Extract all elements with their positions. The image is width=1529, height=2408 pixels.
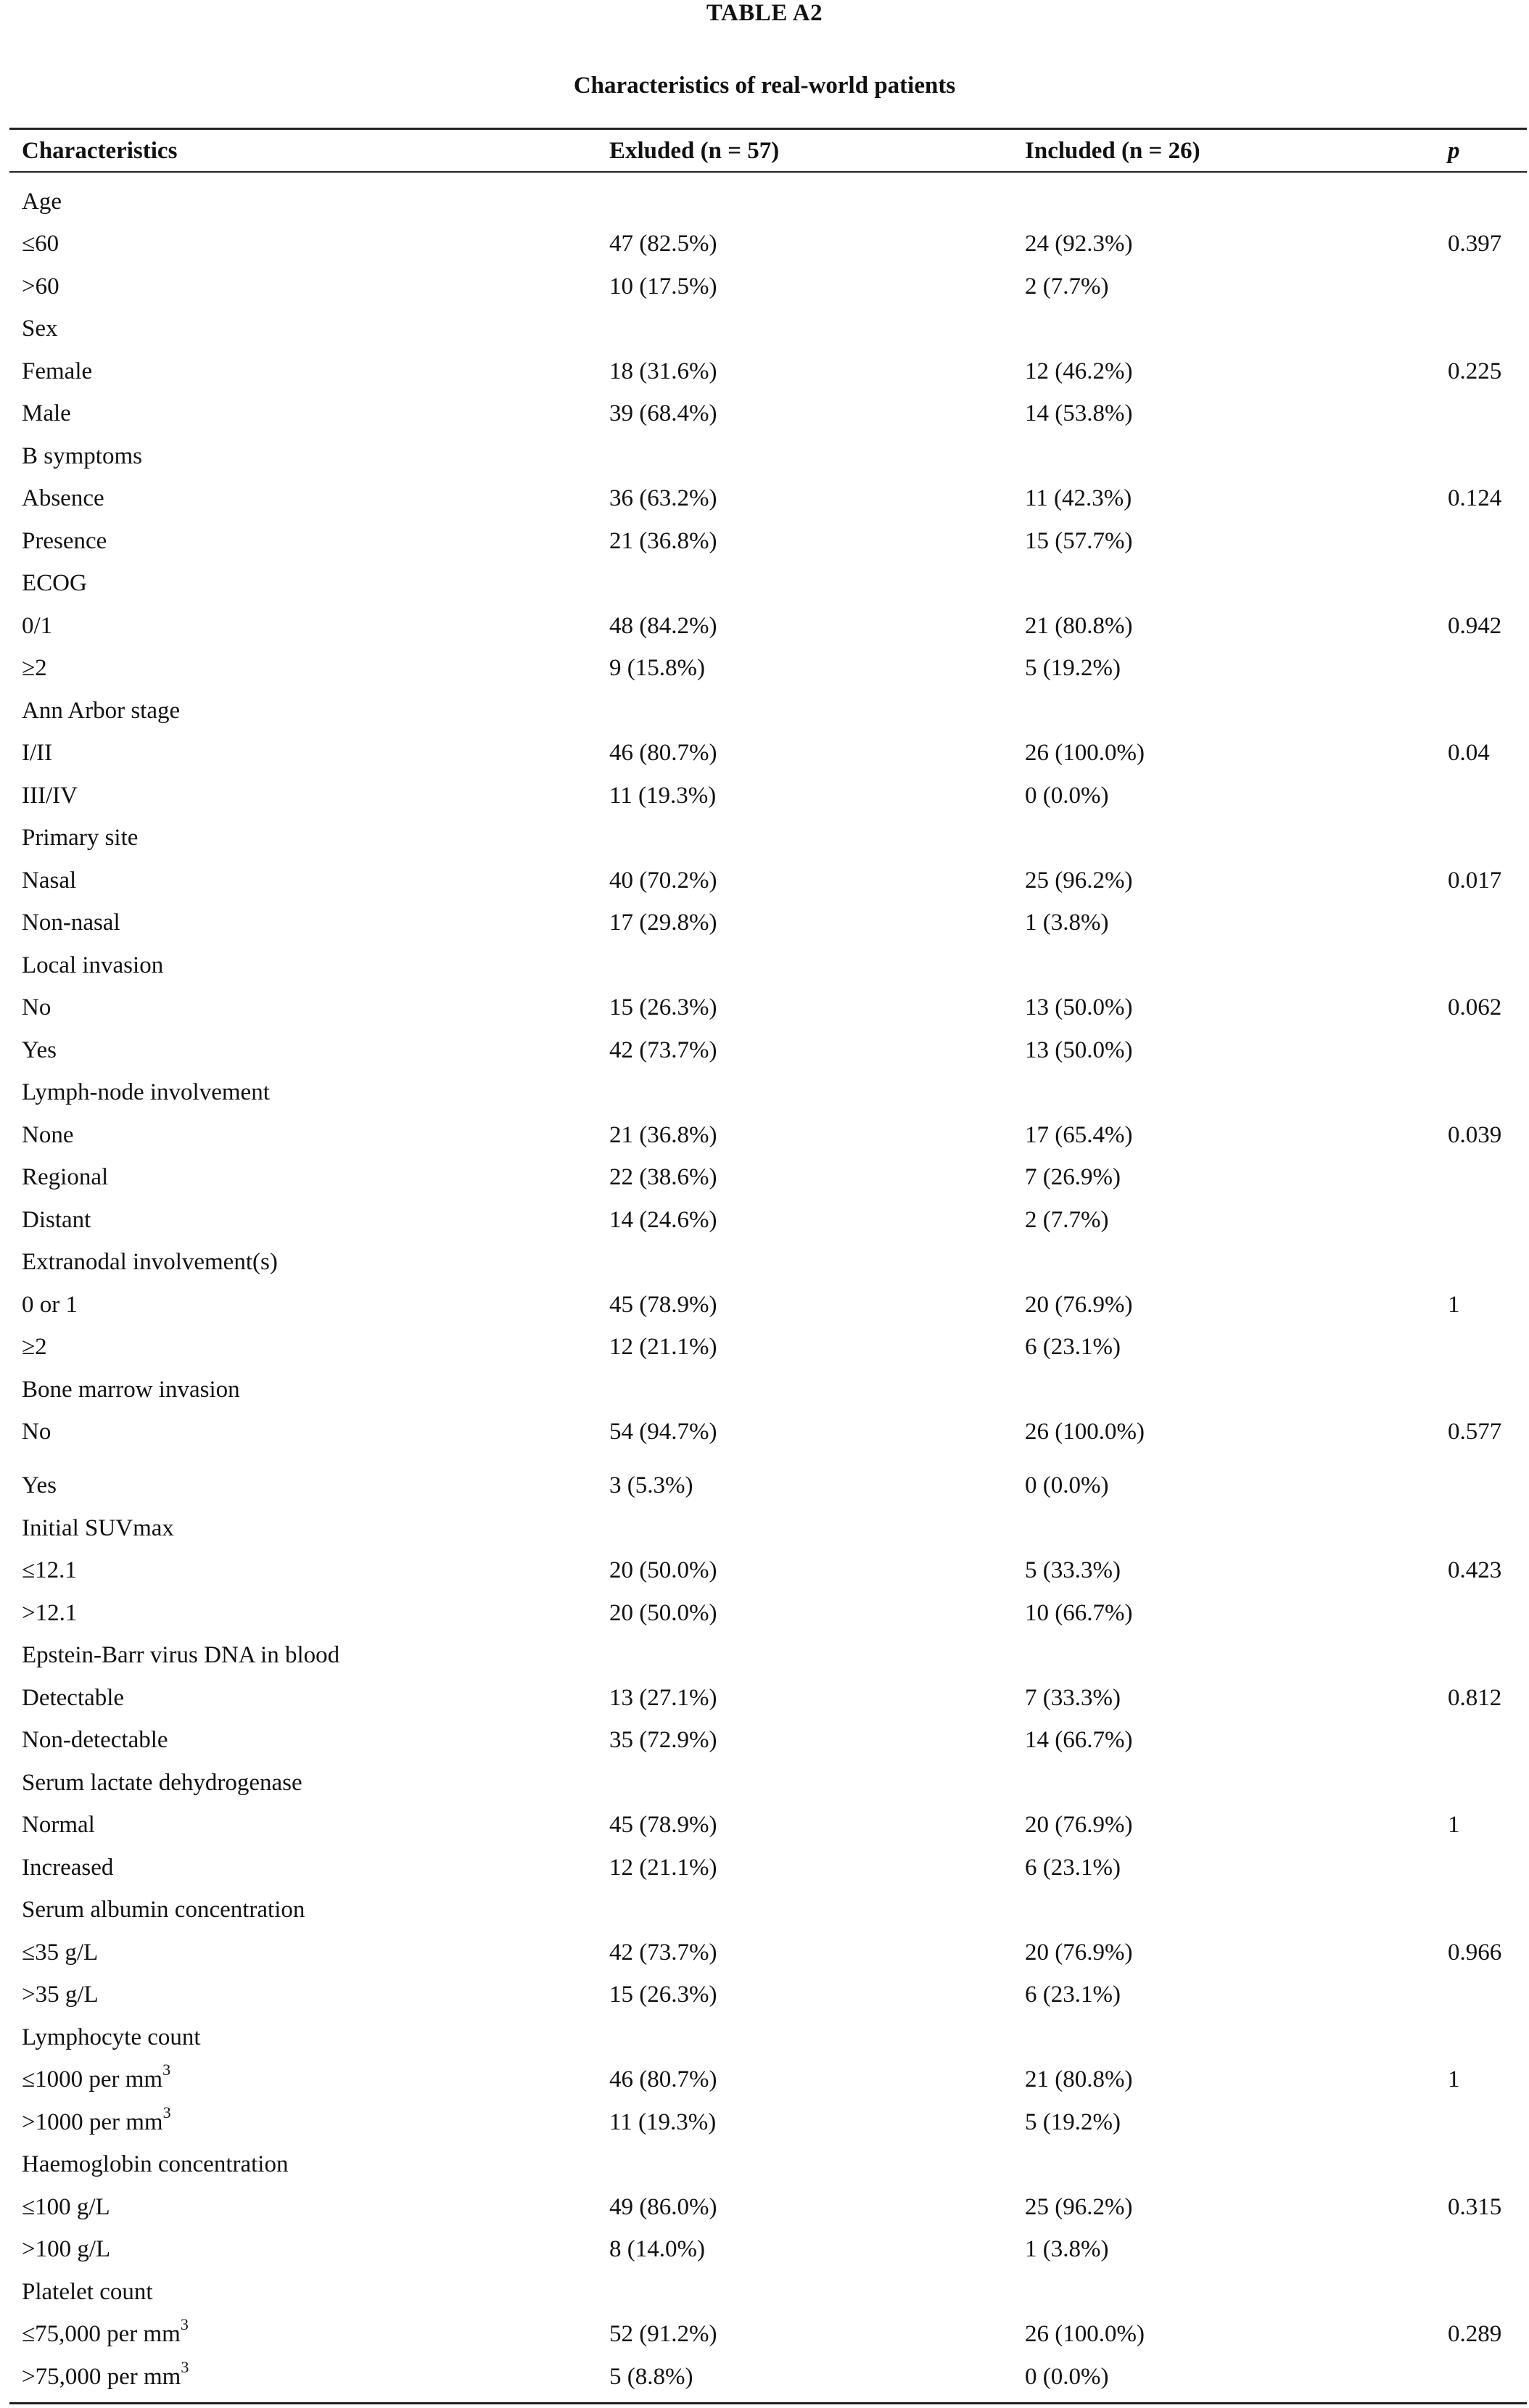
row-included-value: 0 (0.0%)	[1025, 783, 1109, 809]
row-excluded-value: 18 (31.6%)	[609, 358, 717, 384]
row-excluded-value: 45 (78.9%)	[609, 1292, 717, 1318]
row-characteristic	[22, 986, 51, 1028]
row-characteristic-label: ≤35 g/L	[22, 1939, 99, 1966]
table-row	[0, 265, 1529, 308]
row-characteristic-label: Non-nasal	[22, 910, 120, 936]
row-p-value: 1	[1448, 1812, 1460, 1838]
row-excluded-value: 9 (15.8%)	[609, 655, 705, 681]
table-row	[0, 1889, 1529, 1931]
row-characteristic-label: Sex	[22, 316, 58, 342]
row-excluded-value: 48 (84.2%)	[609, 613, 717, 639]
row-characteristic-label: 0/1	[22, 613, 53, 639]
row-excluded-value: 45 (78.9%)	[609, 1812, 717, 1838]
row-characteristic-label: Normal	[22, 1812, 95, 1838]
row-characteristic-label: Absence	[22, 485, 104, 511]
row-excluded-value: 35 (72.9%)	[609, 1727, 717, 1753]
row-characteristic-label: III/IV	[22, 783, 78, 809]
table-row	[0, 1719, 1529, 1761]
column-header-included: Included (n = 26)	[1025, 138, 1200, 164]
table-row	[0, 2058, 1529, 2100]
table-row	[0, 1804, 1529, 1846]
row-excluded-value: 54 (94.7%)	[609, 1419, 717, 1445]
table-row	[0, 1762, 1529, 1804]
row-excluded-value: 40 (70.2%)	[609, 867, 717, 894]
row-excluded-value: 46 (80.7%)	[609, 2066, 717, 2092]
row-characteristic-label: Distant	[22, 1207, 91, 1233]
row-p-value: 1	[1448, 1292, 1460, 1318]
table-row	[0, 647, 1529, 689]
table-row	[0, 1464, 1529, 1506]
row-included-value: 21 (80.8%)	[1025, 2066, 1133, 2092]
table-row	[0, 1156, 1529, 1198]
table-row	[0, 1507, 1529, 1549]
row-included-value: 11 (42.3%)	[1025, 485, 1132, 511]
row-included-value: 0 (0.0%)	[1025, 1472, 1109, 1498]
table-row	[0, 2186, 1529, 2228]
row-characteristic	[22, 1029, 57, 1071]
table-row	[0, 2101, 1529, 2143]
row-characteristic	[22, 1974, 99, 2016]
row-characteristic	[22, 1241, 278, 1283]
row-characteristic-label: Primary site	[22, 825, 139, 851]
row-characteristic	[22, 1156, 108, 1198]
row-characteristic	[22, 944, 163, 986]
row-characteristic	[22, 2228, 110, 2270]
row-characteristic	[22, 1507, 174, 1549]
row-characteristic	[22, 690, 180, 732]
row-characteristic	[22, 1889, 305, 1931]
row-included-value: 6 (23.1%)	[1025, 1334, 1121, 1360]
row-characteristic	[22, 1719, 168, 1761]
row-characteristic-label: ≤75,000 per mm	[22, 2321, 181, 2347]
row-excluded-value: 22 (38.6%)	[609, 1164, 717, 1190]
row-p-value: 0.062	[1448, 994, 1502, 1020]
row-characteristic	[22, 1464, 57, 1506]
row-included-value: 24 (92.3%)	[1025, 231, 1133, 257]
table-row	[0, 775, 1529, 817]
row-p-value: 1	[1448, 2066, 1460, 2092]
row-characteristic-label: Female	[22, 358, 93, 384]
row-characteristic	[22, 775, 78, 817]
table-row	[0, 732, 1529, 774]
row-characteristic-label: >35 g/L	[22, 1982, 99, 2008]
table-row	[0, 1369, 1529, 1411]
row-characteristic-label: Serum lactate dehydrogenase	[22, 1770, 302, 1796]
row-characteristic-label: Lymphocyte count	[22, 2024, 201, 2050]
row-included-value: 6 (23.1%)	[1025, 1982, 1121, 2008]
row-included-value: 14 (53.8%)	[1025, 400, 1133, 426]
row-excluded-value: 21 (36.8%)	[609, 528, 717, 554]
table-header-rule	[9, 171, 1527, 173]
table-row	[0, 1326, 1529, 1368]
row-characteristic-label: Male	[22, 400, 71, 426]
row-characteristic-label: Lymph-node involvement	[22, 1079, 270, 1105]
row-characteristic	[22, 1199, 91, 1241]
row-characteristic	[22, 1847, 113, 1889]
row-characteristic	[22, 562, 87, 604]
table-title: Characteristics of real-world patients	[573, 73, 956, 99]
row-characteristic-label: Regional	[22, 1164, 109, 1190]
row-characteristic	[22, 477, 104, 519]
row-characteristic	[22, 1634, 339, 1676]
table-row	[0, 223, 1529, 265]
row-characteristic	[22, 647, 47, 689]
row-characteristic-label: B symptoms	[22, 443, 142, 469]
row-characteristic	[22, 1931, 98, 1974]
table-bottom-rule	[9, 2402, 1527, 2404]
row-p-value: 0.577	[1448, 1419, 1502, 1445]
row-characteristic	[22, 2101, 171, 2143]
table-row	[0, 1411, 1529, 1453]
row-characteristic	[22, 520, 107, 562]
row-characteristic	[22, 392, 71, 434]
row-excluded-value: 42 (73.7%)	[609, 1939, 717, 1966]
row-excluded-value: 15 (26.3%)	[609, 1982, 717, 2008]
row-excluded-value: 20 (50.0%)	[609, 1557, 717, 1583]
table-row	[0, 2228, 1529, 2270]
row-characteristic-label: ≥2	[22, 655, 47, 681]
row-included-value: 5 (19.2%)	[1025, 2109, 1121, 2135]
table-row	[0, 2016, 1529, 2058]
column-header-p: p	[1448, 138, 1460, 164]
table-row	[0, 902, 1529, 944]
row-characteristic	[22, 1762, 302, 1804]
unit-superscript: 3	[180, 2315, 189, 2333]
row-excluded-value: 15 (26.3%)	[609, 994, 717, 1020]
table-row	[0, 986, 1529, 1028]
unit-superscript: 3	[162, 2103, 171, 2122]
row-characteristic	[22, 1369, 240, 1411]
row-characteristic-label: Yes	[22, 1472, 57, 1498]
row-p-value: 0.315	[1448, 2194, 1502, 2220]
row-characteristic-label: Detectable	[22, 1685, 125, 1711]
row-characteristic-label: Nasal	[22, 867, 77, 894]
table-row	[0, 1549, 1529, 1591]
table-row	[0, 1284, 1529, 1326]
row-characteristic-label: >100 g/L	[22, 2236, 111, 2262]
row-characteristic	[22, 1592, 77, 1634]
row-excluded-value: 52 (91.2%)	[609, 2321, 717, 2347]
table-row	[0, 1592, 1529, 1634]
table-row	[0, 308, 1529, 350]
row-included-value: 17 (65.4%)	[1025, 1122, 1133, 1148]
row-characteristic	[22, 435, 142, 477]
table-row	[0, 1071, 1529, 1113]
row-characteristic-label: Serum albumin concentration	[22, 1897, 305, 1923]
row-included-value: 2 (7.7%)	[1025, 273, 1109, 300]
row-characteristic	[22, 1114, 73, 1156]
row-characteristic-label: Yes	[22, 1037, 57, 1063]
row-included-value: 1 (3.8%)	[1025, 910, 1109, 936]
row-p-value: 0.942	[1448, 613, 1502, 639]
row-included-value: 14 (66.7%)	[1025, 1727, 1133, 1753]
row-characteristic-label: Platelet count	[22, 2279, 153, 2305]
table-row	[0, 350, 1529, 392]
row-characteristic	[22, 859, 76, 902]
row-characteristic	[22, 2271, 153, 2313]
table-row	[0, 859, 1529, 902]
row-characteristic	[22, 1411, 51, 1453]
row-p-value: 0.225	[1448, 358, 1502, 384]
row-included-value: 12 (46.2%)	[1025, 358, 1133, 384]
row-characteristic-label: Non-detectable	[22, 1727, 168, 1753]
table-row	[0, 1677, 1529, 1719]
row-characteristic-label: >60	[22, 273, 59, 300]
row-characteristic-label: 0 or 1	[22, 1292, 78, 1318]
table-row	[0, 1847, 1529, 1889]
column-header-excluded: Exluded (n = 57)	[609, 138, 780, 164]
row-characteristic	[22, 817, 138, 859]
table-row	[0, 392, 1529, 434]
row-characteristic	[22, 2143, 288, 2185]
table-row	[0, 1114, 1529, 1156]
row-characteristic	[22, 223, 59, 265]
row-p-value: 0.289	[1448, 2321, 1502, 2347]
row-p-value: 0.017	[1448, 867, 1502, 894]
row-included-value: 6 (23.1%)	[1025, 1855, 1121, 1881]
row-excluded-value: 13 (27.1%)	[609, 1685, 717, 1711]
row-characteristic	[22, 350, 92, 392]
table-row	[0, 1029, 1529, 1071]
table-row	[0, 690, 1529, 732]
row-characteristic	[22, 1549, 77, 1591]
row-characteristic	[22, 902, 120, 944]
row-included-value: 5 (33.3%)	[1025, 1557, 1121, 1583]
row-excluded-value: 20 (50.0%)	[609, 1600, 717, 1626]
row-included-value: 26 (100.0%)	[1025, 1419, 1145, 1445]
table-row	[0, 817, 1529, 859]
row-characteristic-label: >75,000 per mm	[22, 2364, 181, 2390]
row-included-value: 26 (100.0%)	[1025, 2321, 1145, 2347]
row-characteristic	[22, 265, 59, 308]
table-row	[0, 477, 1529, 519]
row-characteristic-label: ≤12.1	[22, 1557, 77, 1583]
row-excluded-value: 5 (8.8%)	[609, 2364, 693, 2390]
row-included-value: 15 (57.7%)	[1025, 528, 1133, 554]
row-characteristic	[22, 1804, 95, 1846]
row-excluded-value: 8 (14.0%)	[609, 2236, 705, 2262]
unit-superscript: 3	[162, 2061, 171, 2079]
table-row	[0, 1634, 1529, 1676]
row-excluded-value: 11 (19.3%)	[609, 2109, 717, 2135]
row-p-value: 0.966	[1448, 1939, 1502, 1966]
row-characteristic-label: Presence	[22, 528, 107, 554]
row-characteristic-label: ECOG	[22, 570, 87, 596]
row-included-value: 25 (96.2%)	[1025, 867, 1133, 894]
table-row	[0, 1974, 1529, 2016]
row-excluded-value: 42 (73.7%)	[609, 1037, 717, 1063]
row-characteristic-label: Age	[22, 189, 62, 215]
row-characteristic-label: No	[22, 1419, 51, 1445]
column-header-characteristics: Characteristics	[22, 138, 178, 164]
table-row	[0, 562, 1529, 604]
table-row	[0, 605, 1529, 647]
row-p-value: 0.04	[1448, 740, 1490, 766]
row-included-value: 21 (80.8%)	[1025, 613, 1133, 639]
row-included-value: 10 (66.7%)	[1025, 1600, 1133, 1626]
row-characteristic	[22, 1284, 78, 1326]
row-included-value: 13 (50.0%)	[1025, 1037, 1133, 1063]
row-characteristic	[22, 308, 58, 350]
row-characteristic-label: ≤1000 per mm	[22, 2066, 163, 2092]
row-included-value: 7 (33.3%)	[1025, 1685, 1121, 1711]
row-p-value: 0.812	[1448, 1685, 1502, 1711]
row-characteristic-label: Bone marrow invasion	[22, 1377, 240, 1403]
table-row	[0, 2271, 1529, 2313]
row-included-value: 5 (19.2%)	[1025, 655, 1121, 681]
row-excluded-value: 12 (21.1%)	[609, 1855, 717, 1881]
row-excluded-value: 3 (5.3%)	[609, 1472, 693, 1498]
row-p-value: 0.397	[1448, 231, 1502, 257]
row-included-value: 7 (26.9%)	[1025, 1164, 1121, 1190]
row-excluded-value: 46 (80.7%)	[609, 740, 717, 766]
table-row	[0, 1931, 1529, 1974]
table-top-rule	[9, 128, 1527, 130]
row-excluded-value: 14 (24.6%)	[609, 1207, 717, 1233]
row-characteristic	[22, 2186, 110, 2228]
row-characteristic-label: Increased	[22, 1855, 114, 1881]
table-row	[0, 435, 1529, 477]
row-characteristic	[22, 2016, 201, 2058]
row-characteristic-label: Haemoglobin concentration	[22, 2151, 289, 2177]
row-characteristic-label: >12.1	[22, 1600, 78, 1626]
table-row	[0, 2313, 1529, 2355]
row-included-value: 2 (7.7%)	[1025, 1207, 1109, 1233]
row-characteristic	[22, 732, 52, 774]
row-included-value: 26 (100.0%)	[1025, 740, 1145, 766]
unit-superscript: 3	[181, 2358, 189, 2376]
row-excluded-value: 36 (63.2%)	[609, 485, 717, 511]
row-p-value: 0.423	[1448, 1557, 1502, 1583]
table-row	[0, 1241, 1529, 1283]
row-characteristic	[22, 181, 62, 223]
row-characteristic	[22, 1071, 270, 1113]
row-characteristic-label: ≥2	[22, 1334, 47, 1360]
row-characteristic-label: No	[22, 994, 51, 1020]
row-included-value: 1 (3.8%)	[1025, 2236, 1109, 2262]
table-row	[0, 181, 1529, 223]
row-excluded-value: 17 (29.8%)	[609, 910, 717, 936]
row-characteristic	[22, 2058, 170, 2100]
row-included-value: 13 (50.0%)	[1025, 994, 1133, 1020]
row-characteristic-label: ≤60	[22, 231, 59, 257]
row-p-value: 0.124	[1448, 485, 1502, 511]
table-row	[0, 2143, 1529, 2185]
table-row	[0, 2356, 1529, 2398]
row-excluded-value: 12 (21.1%)	[609, 1334, 717, 1360]
row-characteristic	[22, 1326, 47, 1368]
row-p-value: 0.039	[1448, 1122, 1502, 1148]
row-characteristic-label: Ann Arbor stage	[22, 698, 181, 724]
row-characteristic-label: None	[22, 1122, 74, 1148]
row-characteristic-label: Local invasion	[22, 952, 164, 978]
row-characteristic-label: >1000 per mm	[22, 2109, 163, 2135]
row-included-value: 20 (76.9%)	[1025, 1812, 1133, 1838]
table-label: TABLE A2	[706, 0, 823, 26]
row-included-value: 20 (76.9%)	[1025, 1939, 1133, 1966]
table-row	[0, 944, 1529, 986]
row-characteristic	[22, 2356, 189, 2398]
row-excluded-value: 11 (19.3%)	[609, 783, 717, 809]
row-characteristic-label: Initial SUVmax	[22, 1515, 174, 1541]
row-characteristic-label: Epstein-Barr virus DNA in blood	[22, 1642, 340, 1668]
row-included-value: 20 (76.9%)	[1025, 1292, 1133, 1318]
row-included-value: 25 (96.2%)	[1025, 2194, 1133, 2220]
row-characteristic-label: ≤100 g/L	[22, 2194, 110, 2220]
row-excluded-value: 47 (82.5%)	[609, 231, 717, 257]
table-row	[0, 520, 1529, 562]
row-included-value: 0 (0.0%)	[1025, 2364, 1109, 2390]
row-characteristic	[22, 605, 52, 647]
row-excluded-value: 49 (86.0%)	[609, 2194, 717, 2220]
row-excluded-value: 21 (36.8%)	[609, 1122, 717, 1148]
table-row	[0, 1199, 1529, 1241]
row-excluded-value: 10 (17.5%)	[609, 273, 717, 300]
row-characteristic	[22, 2313, 189, 2355]
row-characteristic-label: Extranodal involvement(s)	[22, 1249, 278, 1275]
row-excluded-value: 39 (68.4%)	[609, 400, 717, 426]
row-characteristic-label: I/II	[22, 740, 53, 766]
row-characteristic	[22, 1677, 124, 1719]
